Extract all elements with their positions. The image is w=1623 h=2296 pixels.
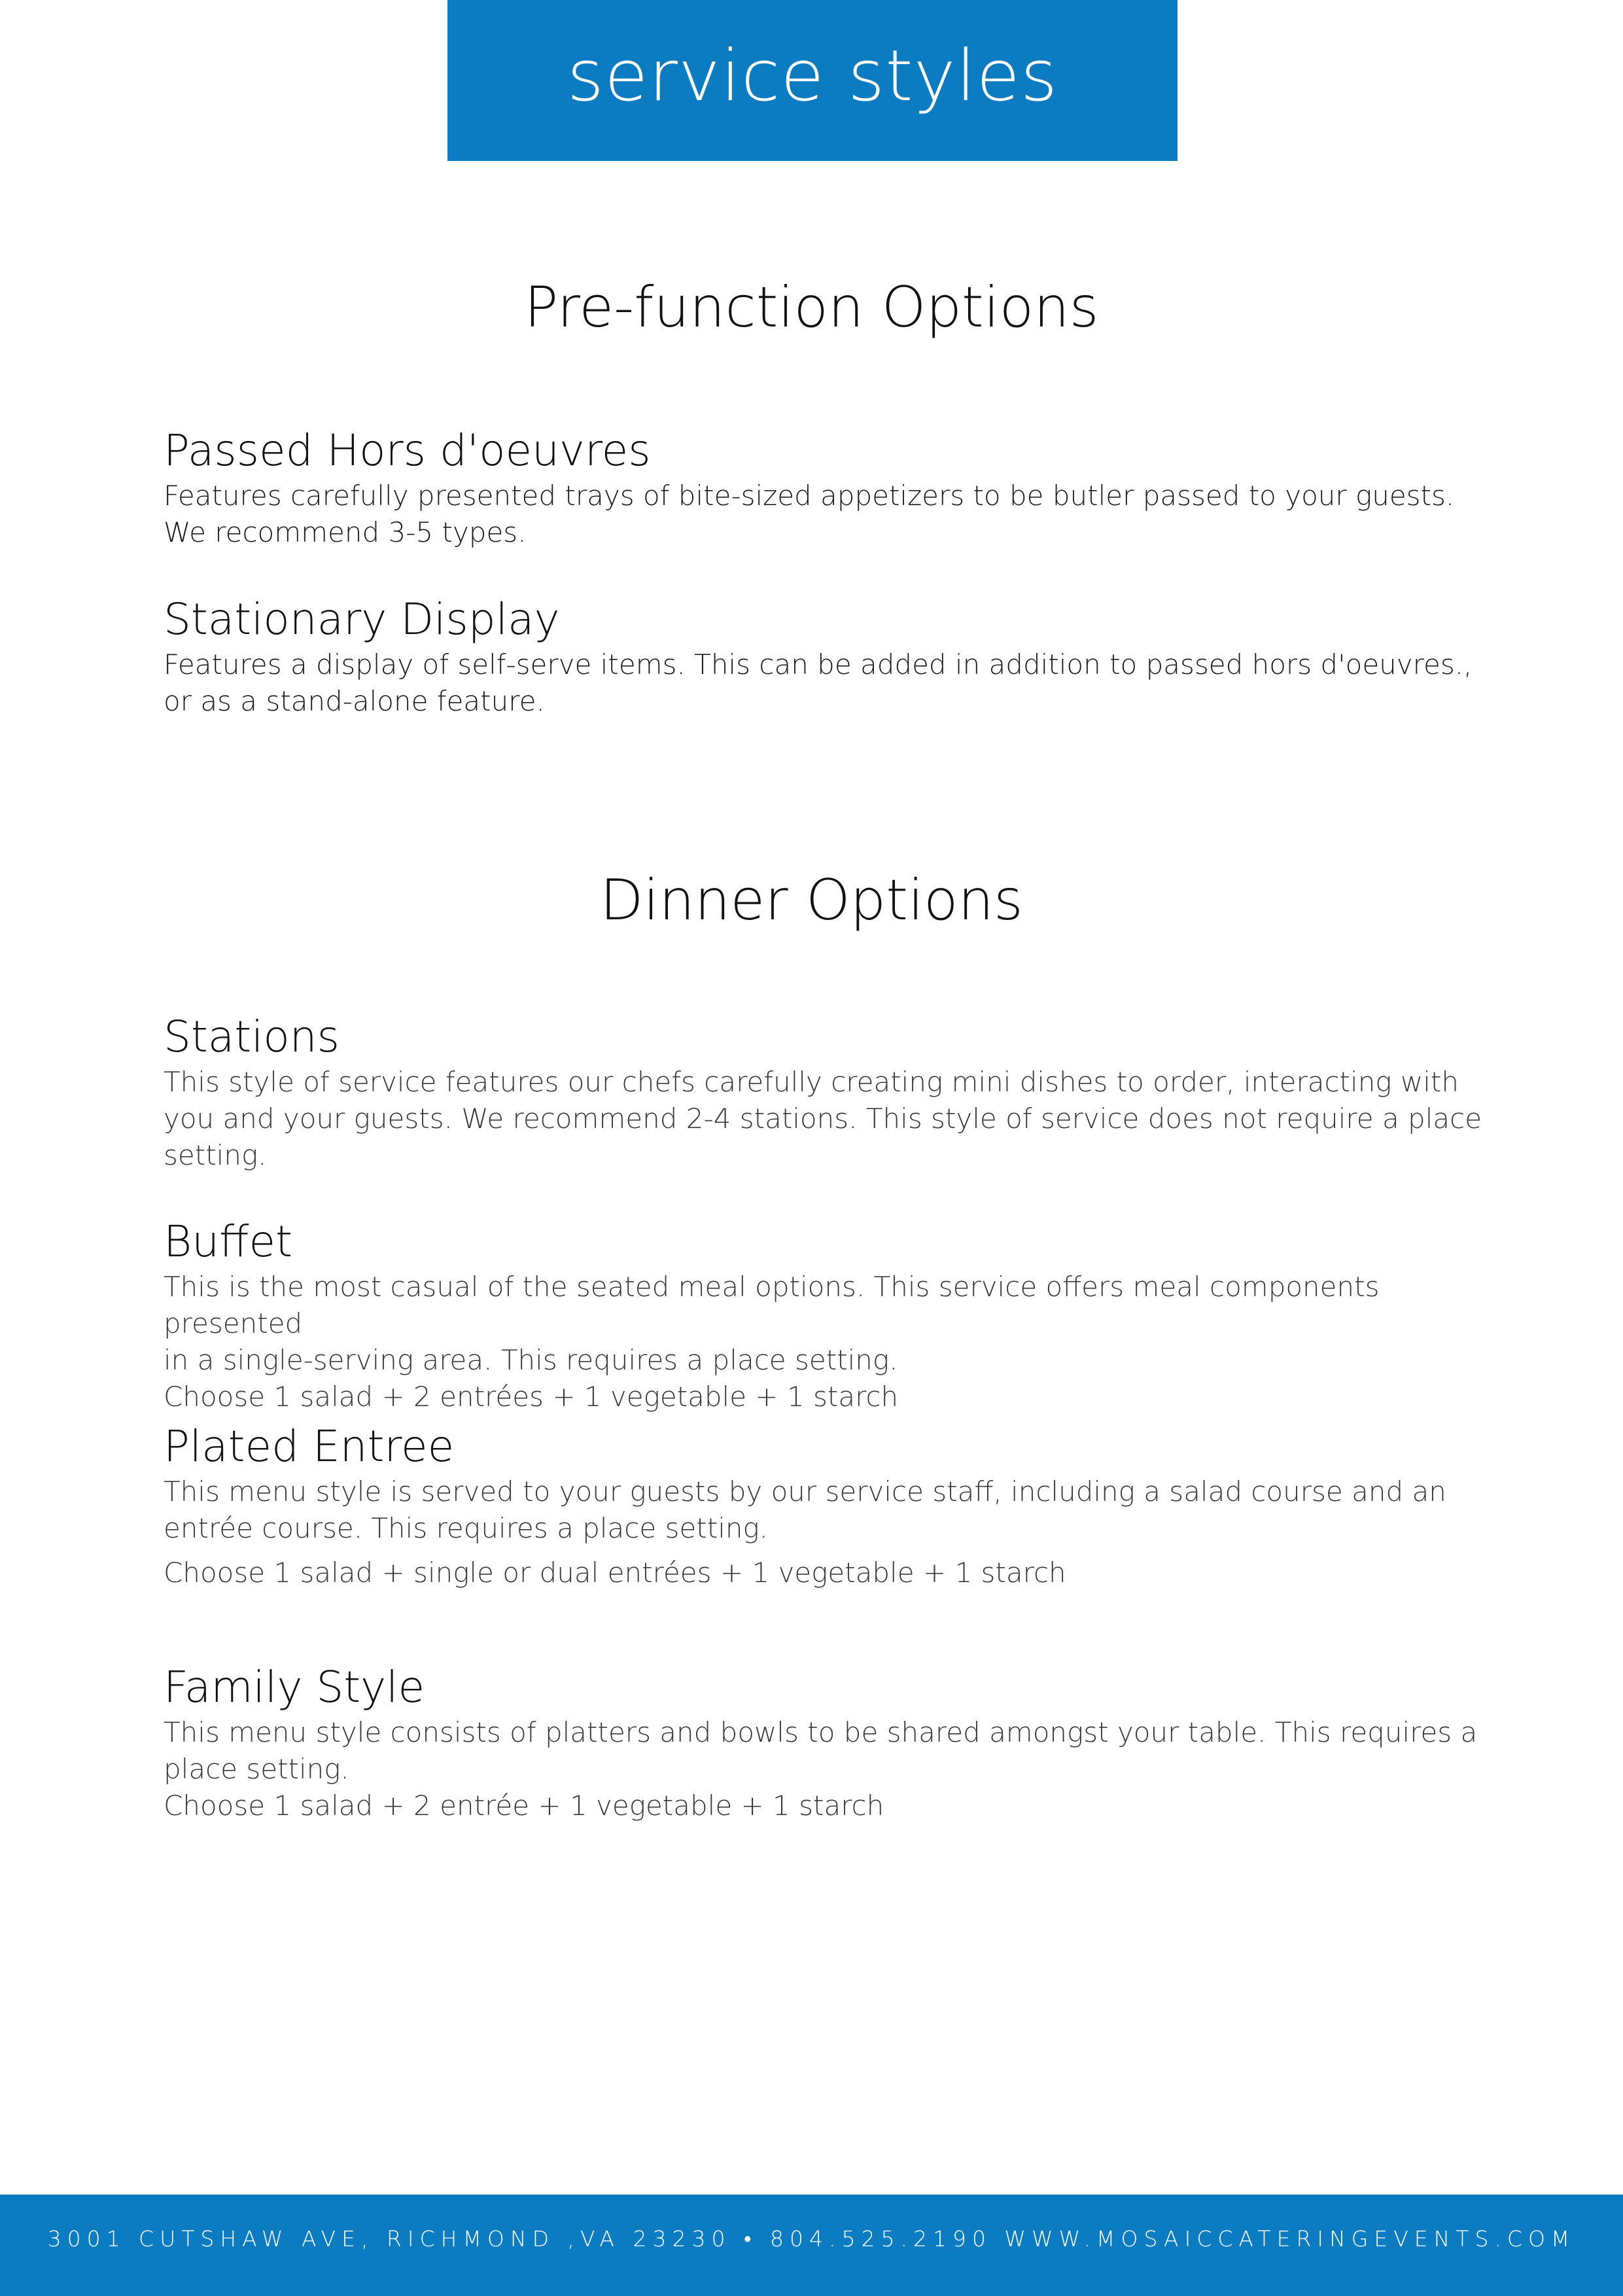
stations-desc-line-1: This style of service features our chefs carefully creating mini dishes to order, interacting with xyxy=(164,1066,1459,1098)
stations-title: Stations xyxy=(164,1012,340,1062)
family-style-choice: Choose 1 salad + 2 entrée + 1 vegetable + 1 starch xyxy=(164,1790,884,1822)
stations-desc-line-3: setting. xyxy=(164,1139,267,1171)
plated-entree-title: Plated Entree xyxy=(164,1421,455,1472)
family-style-desc-line-2: place setting. xyxy=(164,1753,349,1785)
family-style-desc-line-1: This menu style consists of platters and bowls to be shared amongst your table. This requires a xyxy=(164,1716,1478,1748)
stations-section xyxy=(164,1010,1492,1174)
page-title: service styles xyxy=(567,35,1058,117)
dinner-heading: Dinner Options xyxy=(600,868,1023,933)
passed-hors-doeuvres-desc-line-2: We recommend 3-5 types. xyxy=(164,516,527,548)
stationary-display-desc-line-2: or as a stand-alone feature. xyxy=(164,685,545,717)
buffet-title: Buffet xyxy=(164,1216,293,1267)
header-banner xyxy=(447,0,1178,161)
family-style-section xyxy=(164,1661,1492,1824)
plated-entree-choice: Choose 1 salad + single or dual entrées + 1 vegetable + 1 starch xyxy=(164,1557,1066,1589)
buffet-choice: Choose 1 salad + 2 entrées + 1 vegetable + 1 starch xyxy=(164,1381,899,1413)
plated-entree-section xyxy=(164,1420,1492,1591)
prefunction-heading: Pre-function Options xyxy=(524,275,1099,340)
stationary-display-section xyxy=(164,593,1492,720)
footer-contact-info: 3001 CUTSHAW AVE, RICHMOND ,VA 23230 • 804.525.2190 WWW.MOSAICCATERINGEVENTS.COM xyxy=(47,2226,1576,2252)
stationary-display-title: Stationary Display xyxy=(164,594,560,645)
passed-hors-doeuvres-desc-line-1: Features carefully presented trays of bite-sized appetizers to be butler passed to your guests. xyxy=(164,480,1455,512)
footer-banner xyxy=(0,2195,1623,2296)
passed-hors-doeuvres-title: Passed Hors d'oeuvres xyxy=(164,425,651,476)
buffet-section xyxy=(164,1215,1492,1415)
stationary-display-desc-line-1: Features a display of self-serve items. This can be added in addition to passed hors d'oeuvres., xyxy=(164,648,1473,680)
buffet-desc-line-2: in a single-serving area. This requires a place setting. xyxy=(164,1344,898,1376)
stations-desc-line-2: you and your guests. We recommend 2-4 stations. This style of service does not require a place xyxy=(164,1103,1482,1135)
buffet-desc-line-1: This is the most casual of the seated meal options. This service offers meal components presented xyxy=(164,1271,1380,1339)
plated-entree-desc-line-1: This menu style is served to your guests by our service staff, including a salad course and an xyxy=(164,1475,1446,1508)
family-style-title: Family Style xyxy=(164,1662,425,1712)
passed-hors-doeuvres-section xyxy=(164,424,1492,551)
plated-entree-desc-line-2: entrée course. This requires a place setting. xyxy=(164,1512,769,1544)
